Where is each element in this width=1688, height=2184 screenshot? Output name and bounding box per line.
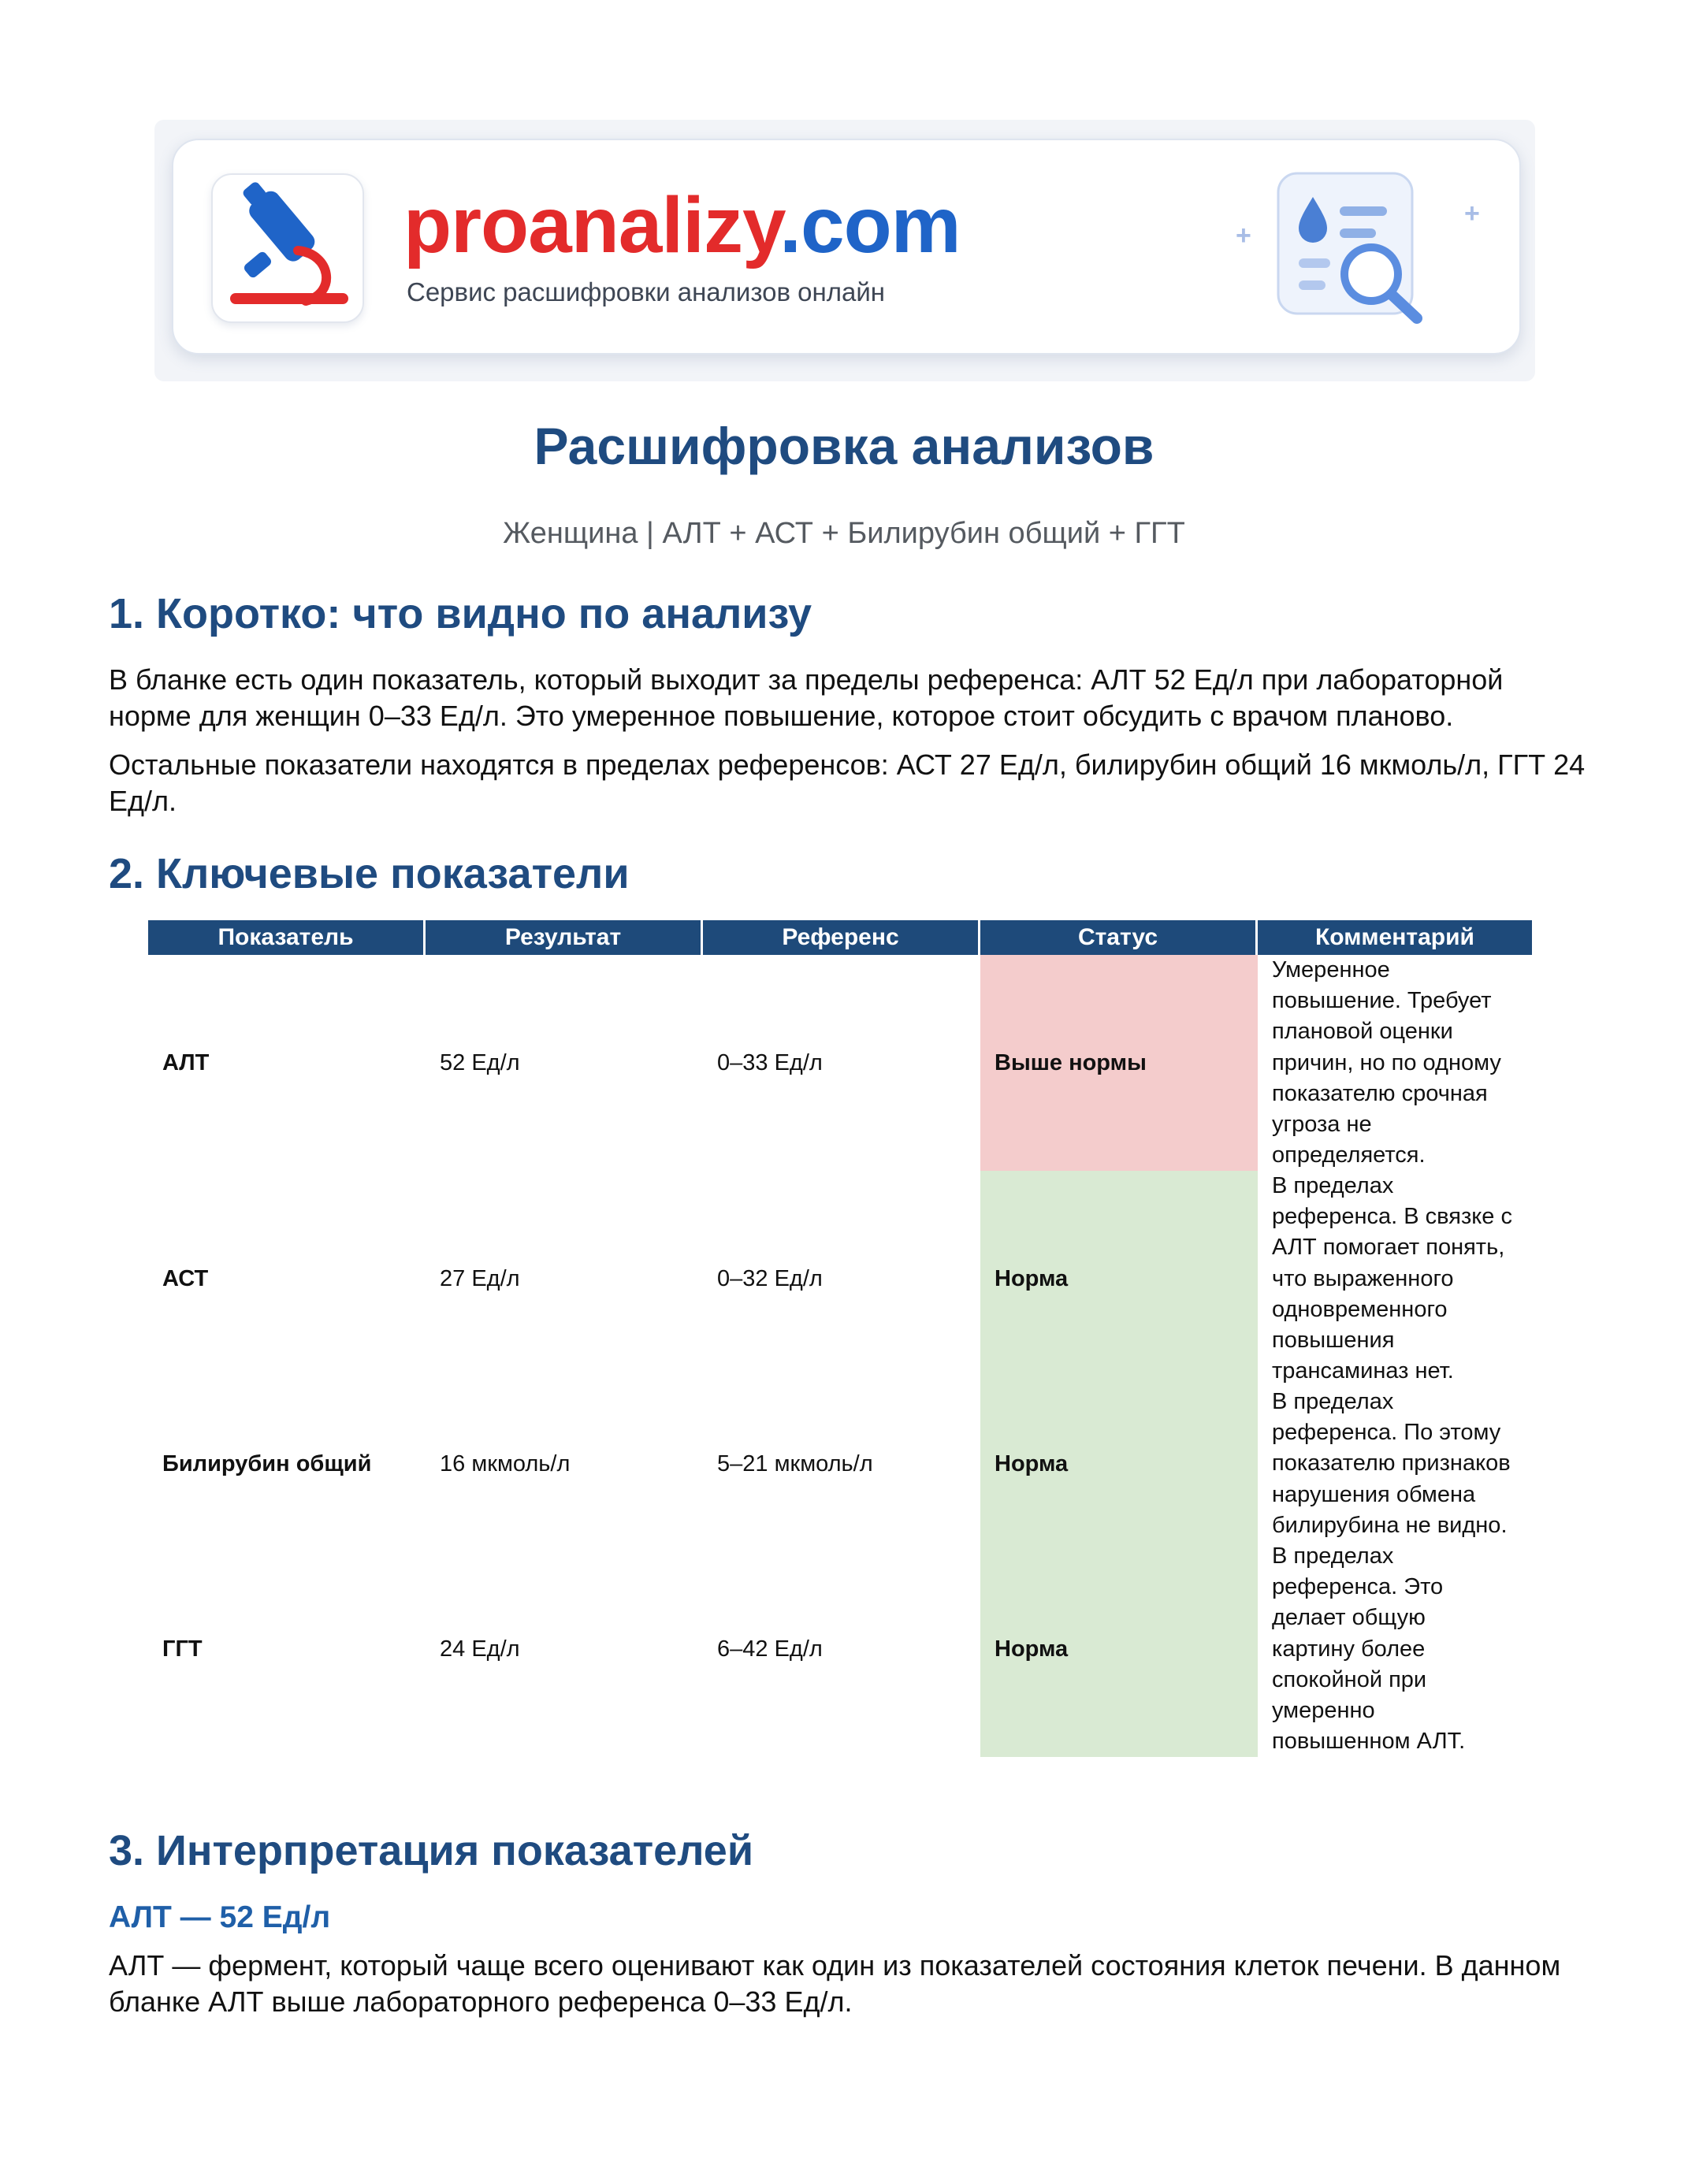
section-3-heading: 3. Интерпретация показателей bbox=[109, 1827, 754, 1874]
comment-line: АЛТ помогает понять, bbox=[1272, 1235, 1505, 1261]
table-row bbox=[148, 1541, 1532, 1757]
table-row bbox=[148, 1171, 1532, 1387]
indicator-result: 24 Ед/л bbox=[440, 1636, 520, 1662]
comment-line: картину более bbox=[1272, 1636, 1426, 1662]
indicator-comment bbox=[1258, 1387, 1532, 1541]
comment-line: трансаминаз нет. bbox=[1272, 1358, 1454, 1384]
indicator-reference: 0–33 Ед/л bbox=[717, 1049, 823, 1075]
indicator-name: Билирубин общий bbox=[162, 1450, 372, 1476]
brand-domain: .com bbox=[779, 181, 961, 269]
logo-tile bbox=[211, 173, 364, 323]
comment-line: что выраженного bbox=[1272, 1265, 1454, 1291]
indicator-reference: 5–21 мкмоль/л bbox=[717, 1450, 873, 1476]
comment-line: спокойной при bbox=[1272, 1666, 1427, 1692]
comment-line: нарушения обмена bbox=[1272, 1481, 1476, 1507]
comment-line: угроза не bbox=[1272, 1112, 1372, 1138]
section-2-heading: 2. Ключевые показатели bbox=[109, 850, 630, 897]
brand-main: proanalizy bbox=[403, 181, 780, 269]
comment-line: билирубина не видно. bbox=[1272, 1512, 1508, 1538]
table-header bbox=[148, 920, 1532, 955]
table-row bbox=[148, 955, 1532, 1171]
indicator-result: 16 мкмоль/л bbox=[440, 1450, 571, 1476]
indicator-comment bbox=[1258, 1171, 1532, 1387]
comment-line: одновременного bbox=[1272, 1296, 1448, 1322]
table-row bbox=[148, 1387, 1532, 1541]
indicator-name: АСТ bbox=[162, 1265, 209, 1291]
status-badge: Норма bbox=[980, 1171, 1258, 1387]
comment-line: причин, но по одному bbox=[1272, 1049, 1501, 1075]
plus-icon: + bbox=[1464, 199, 1480, 228]
comment-line: плановой оценки bbox=[1272, 1019, 1453, 1045]
column-header: Комментарий bbox=[1314, 924, 1475, 950]
indicator-result: 27 Ед/л bbox=[440, 1265, 520, 1291]
microscope-icon bbox=[213, 175, 363, 321]
status-badge: Выше нормы bbox=[980, 955, 1258, 1171]
indicator-comment bbox=[1258, 955, 1532, 1171]
comment-line: В пределах bbox=[1272, 1543, 1394, 1569]
section-1-paragraph-2: Остальные показатели находятся в пределах референсов: АСТ 27 Ед/л, билирубин общий 16 мкмоль/л, ГГТ 24 Ед/л. bbox=[109, 748, 1586, 817]
brand-tagline: Сервис расшифровки анализов онлайн bbox=[407, 277, 885, 306]
comment-line: Умеренное bbox=[1272, 957, 1390, 982]
comment-line: показателю срочная bbox=[1272, 1080, 1488, 1106]
status-badge: Норма bbox=[980, 1387, 1258, 1541]
indicator-reference: 6–42 Ед/л bbox=[717, 1636, 823, 1662]
page-title: Расшифровка анализов bbox=[534, 417, 1154, 475]
section-1-paragraph-1: В бланке есть один показатель, который выходит за пределы референса: АЛТ 52 Ед/л при лабораторной норме для женщин 0–33 Ед/л. Это умеренное повышение, которое стоит обсудить с врачом планово. bbox=[109, 663, 1504, 732]
comment-line: делает общую bbox=[1272, 1605, 1426, 1631]
section-3-subheading: АЛТ — 52 Ед/л bbox=[109, 1900, 331, 1934]
column-header: Референс bbox=[703, 920, 980, 955]
comment-line: В пределах bbox=[1272, 1389, 1394, 1414]
status-badge: Норма bbox=[980, 1541, 1258, 1757]
column-header: Показатель bbox=[148, 920, 426, 955]
indicator-reference: 0–32 Ед/л bbox=[717, 1265, 823, 1291]
section-3-paragraph-1: АЛТ — фермент, который чаще всего оценивают как один из показателей состояния клеток печени. В данном бланке АЛТ выше лабораторного референса 0–33 Ед/л. bbox=[109, 1949, 1561, 2018]
comment-line: В пределах bbox=[1272, 1173, 1394, 1198]
comment-line: повышение. Требует bbox=[1272, 988, 1492, 1014]
indicators-table bbox=[148, 920, 1532, 1757]
brand-logo-text bbox=[403, 178, 961, 273]
indicator-comment bbox=[1258, 1541, 1532, 1757]
indicator-name: АЛТ bbox=[162, 1049, 210, 1075]
indicator-name: ГГТ bbox=[162, 1636, 203, 1662]
comment-line: показателю признаков bbox=[1272, 1450, 1511, 1476]
page-subtitle: Женщина | АЛТ + АСТ + Билирубин общий + ГГТ bbox=[503, 517, 1185, 550]
document-search-icon bbox=[1275, 170, 1448, 328]
comment-line: референса. Это bbox=[1272, 1574, 1444, 1600]
comment-line: повышенном АЛТ. bbox=[1272, 1729, 1466, 1755]
plus-icon: + bbox=[1236, 221, 1251, 251]
column-header: Статус bbox=[980, 920, 1258, 955]
comment-line: умеренно bbox=[1272, 1698, 1375, 1724]
section-1-heading: 1. Коротко: что видно по анализу bbox=[109, 590, 812, 637]
comment-line: референса. По этому bbox=[1272, 1420, 1501, 1446]
indicator-result: 52 Ед/л bbox=[440, 1049, 520, 1075]
comment-line: референса. В связке с bbox=[1272, 1204, 1512, 1230]
comment-line: повышения bbox=[1272, 1328, 1395, 1354]
comment-line: определяется. bbox=[1272, 1142, 1426, 1168]
column-header: Результат bbox=[426, 920, 703, 955]
